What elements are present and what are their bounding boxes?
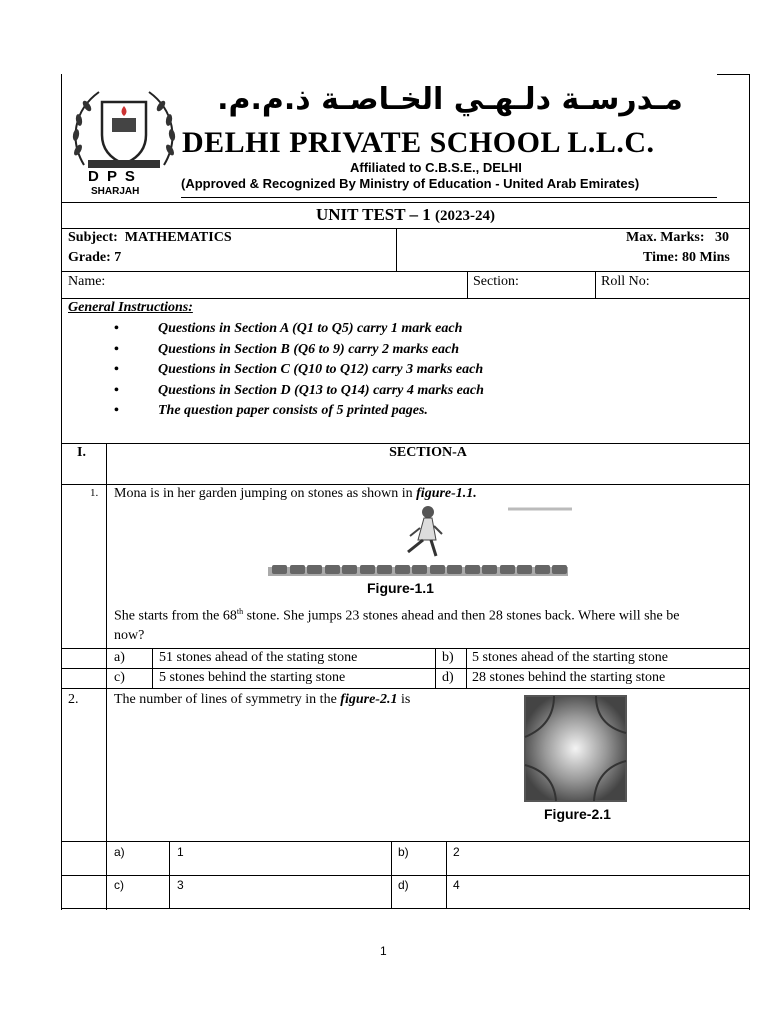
stone [342,565,357,574]
figure-2-1-caption: Figure-2.1 [544,806,611,822]
q1-number: 1. [90,487,99,499]
section-title: SECTION-A [389,445,467,460]
stone [447,565,462,574]
max-marks-field: Max. Marks: 30 [626,230,730,245]
stone [325,565,340,574]
stone [412,565,427,574]
q2-option-a[interactable]: 1 [177,845,184,859]
figure-1-1-caption: Figure-1.1 [367,580,434,596]
test-title: UNIT TEST – 1 (2023-24) [315,205,496,224]
stone [430,565,445,574]
q2-option-d[interactable]: 4 [453,878,460,892]
stone [465,565,480,574]
affiliation-text: Affiliated to C.B.S.E., DELHI [350,160,522,175]
q2-option-a-label: a) [114,845,125,859]
q1-option-b-label: b) [442,650,454,665]
q1-option-a-label: a) [114,650,125,665]
instruction-bullet: • [114,341,119,357]
time-field: Time: 80 Mins [643,250,730,265]
q1-option-a[interactable]: 51 stones ahead of the stating stone [159,650,358,665]
logo-text-sharjah: SHARJAH [91,186,140,197]
roll-input[interactable] [660,272,748,297]
instruction-item: Questions in Section B (Q6 to 9) carry 2 marks each [158,341,460,357]
q2-option-b[interactable]: 2 [453,845,460,859]
stone [552,565,567,574]
page-number: 1 [380,944,387,958]
instruction-bullet: • [114,382,119,398]
q1-option-d-label: d) [442,670,454,685]
figure-2-1 [524,695,627,802]
instructions-heading: General Instructions: [68,300,193,315]
name-input[interactable] [110,272,466,297]
stone [377,565,392,574]
roll-label: Roll No: [601,274,650,289]
q1-option-c[interactable]: 5 stones behind the starting stone [159,670,346,685]
stone [360,565,375,574]
instruction-item: Questions in Section A (Q1 to Q5) carry 1 mark each [158,321,463,336]
instruction-bullet: • [114,403,119,418]
q1-option-b[interactable]: 5 stones ahead of the starting stone [472,650,668,665]
stone [500,565,515,574]
section-input[interactable] [525,272,595,297]
instruction-item: Questions in Section C (Q10 to Q12) carry 3 marks each [158,362,484,377]
instruction-item: Questions in Section D (Q13 to Q14) carry 4 marks each [158,382,484,398]
q2-option-b-label: b) [398,845,409,859]
q2-option-c-label: c) [114,878,124,892]
instruction-bullet: • [114,321,119,336]
q2-number: 2. [68,692,79,707]
stone [395,565,410,574]
section-label: Section: [473,274,519,289]
q1-stem-line-1: She starts from the 68th stone. She jumps 23 stones ahead and then 28 stones back. Where will she be [114,607,680,624]
subject-field: Subject: MATHEMATICS [68,230,232,245]
grade-field: Grade: 7 [68,250,122,265]
q2-text: The number of lines of symmetry in the figure-2.1 is [114,692,411,707]
section-number: I. [77,445,86,460]
q1-stem-line-2: now? [114,628,145,643]
school-name: DELHI PRIVATE SCHOOL L.L.C. [182,126,655,159]
square-arcs-icon [524,695,627,802]
school-name-arabic: مـدرسـة دلـهـي الخـاصـة ذ.م.م. [217,82,683,117]
approval-text: (Approved & Recognized By Ministry of Education - United Arab Emirates) [181,176,640,191]
stone [535,565,550,574]
stone [290,565,305,574]
stone [517,565,532,574]
stone [307,565,322,574]
q2-option-c[interactable]: 3 [177,878,184,892]
q2-option-d-label: d) [398,878,409,892]
instruction-item: The question paper consists of 5 printed pages. [158,403,428,418]
q1-text: Mona is in her garden jumping on stones as shown in figure-1.1. [114,486,477,501]
q1-option-c-label: c) [114,670,125,685]
instruction-bullet: • [114,362,119,377]
stone [272,565,287,574]
q1-option-d[interactable]: 28 stones behind the starting stone [472,670,666,685]
logo-text-dps: D P S [88,168,137,185]
stone [482,565,497,574]
name-label: Name: [68,274,106,289]
